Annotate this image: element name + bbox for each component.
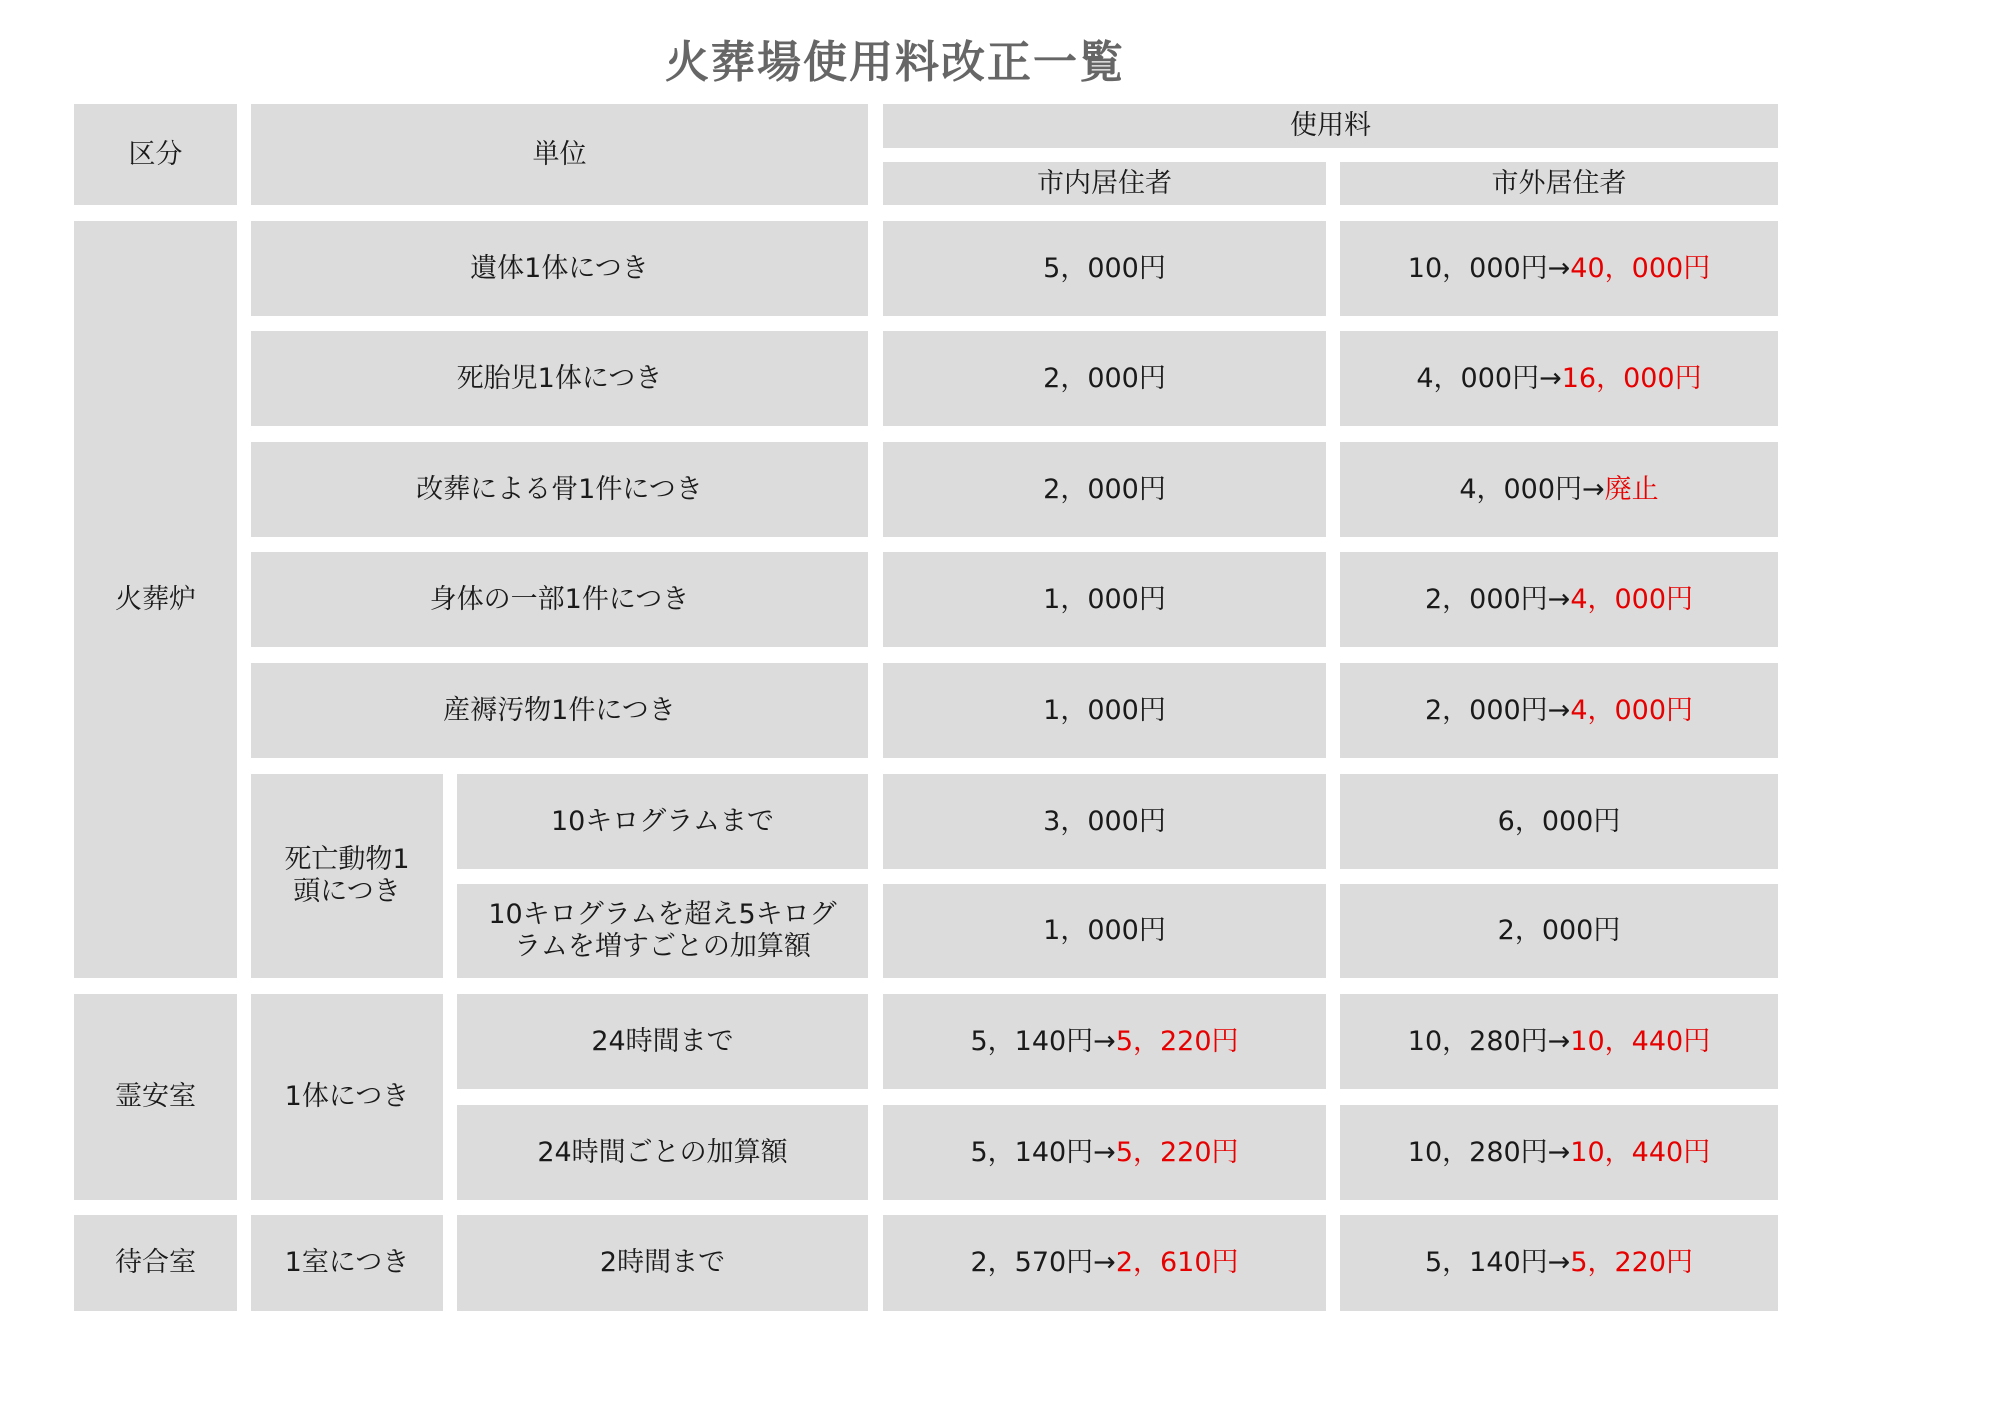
new-value: 5，220円 <box>1115 1025 1239 1057</box>
old-value: 5，140円→ <box>970 1025 1116 1057</box>
outside-fee-cell <box>1340 221 1778 316</box>
inside-fee-cell: 1，000円 <box>883 552 1326 647</box>
old-value: 4，000円→ <box>1459 473 1605 505</box>
old-value: 6，000円 <box>1497 805 1621 837</box>
header-shigai: 市外居住者 <box>1340 162 1778 205</box>
group-room1: 1室につき <box>251 1215 443 1311</box>
outside-fee-cell <box>1340 774 1778 869</box>
old-value: 2，000円→ <box>1424 583 1571 615</box>
outside-fee-cell <box>1340 884 1778 978</box>
new-value: 廃止 <box>1604 473 1659 505</box>
inside-fee-cell: 3，000円 <box>883 774 1326 869</box>
outside-fee-cell <box>1340 442 1778 537</box>
new-value: 5，220円 <box>1115 1136 1239 1168</box>
unit-cell: 産褥汚物1件につき <box>251 663 868 758</box>
new-value: 10，440円 <box>1570 1025 1711 1057</box>
outside-fee-cell <box>1340 331 1778 426</box>
new-value: 10，440円 <box>1570 1136 1711 1168</box>
header-shinai: 市内居住者 <box>883 162 1326 205</box>
outside-fee-cell <box>1340 1215 1778 1311</box>
new-value: 40，000円 <box>1570 252 1711 284</box>
group-body1: 1体につき <box>251 994 443 1200</box>
inside-fee-cell <box>883 1215 1326 1311</box>
old-value: 10，280円→ <box>1407 1136 1571 1168</box>
old-value: 2，000円 <box>1497 915 1621 946</box>
unit-cell: 遺体1体につき <box>251 221 868 316</box>
outside-fee-cell <box>1340 994 1778 1089</box>
section-reianshitsu: 霊安室 <box>74 994 237 1200</box>
unit-cell: 死胎児1体につき <box>251 331 868 426</box>
old-value: 10，280円→ <box>1407 1025 1571 1057</box>
new-value: 4，000円 <box>1570 694 1694 726</box>
section-machiaishitsu: 待合室 <box>74 1215 237 1311</box>
inside-fee-cell: 5，000円 <box>883 221 1326 316</box>
inside-fee-cell: 1，000円 <box>883 884 1326 978</box>
unit-cell: 24時間まで <box>457 994 868 1089</box>
group-animal: 死亡動物1頭につき <box>251 774 443 978</box>
inside-fee-cell: 1，000円 <box>883 663 1326 758</box>
page-title: 火葬場使用料改正一覧 <box>665 37 1125 88</box>
unit-cell: 10キログラムを超え5キログラムを増すごとの加算額 <box>457 884 868 978</box>
old-value: 5，140円→ <box>1424 1247 1571 1278</box>
old-value: 4，000円→ <box>1416 362 1562 394</box>
outside-fee-cell <box>1340 663 1778 758</box>
header-shiyoryo: 使用料 <box>883 104 1778 148</box>
outside-fee-cell <box>1340 1105 1778 1200</box>
inside-fee-cell <box>883 1105 1326 1200</box>
old-value: 10，000円→ <box>1407 252 1571 284</box>
old-value: 5，140円→ <box>970 1136 1116 1168</box>
section-kasoro: 火葬炉 <box>74 221 237 978</box>
unit-cell: 身体の一部1件につき <box>251 552 868 647</box>
unit-cell: 2時間まで <box>457 1215 868 1311</box>
inside-fee-cell <box>883 994 1326 1089</box>
outside-fee-cell <box>1340 552 1778 647</box>
new-value: 16，000円 <box>1561 362 1702 394</box>
header-kubun: 区分 <box>74 104 237 205</box>
unit-cell: 24時間ごとの加算額 <box>457 1105 868 1200</box>
new-value: 2，610円 <box>1115 1247 1239 1278</box>
header-tani: 単位 <box>251 104 868 205</box>
new-value: 5，220円 <box>1570 1247 1694 1278</box>
unit-cell: 改葬による骨1件につき <box>251 442 868 537</box>
unit-cell: 10キログラムまで <box>457 774 868 869</box>
old-value: 2，000円→ <box>1424 694 1571 726</box>
new-value: 4，000円 <box>1570 583 1694 615</box>
old-value: 2，570円→ <box>970 1247 1116 1278</box>
inside-fee-cell: 2，000円 <box>883 442 1326 537</box>
inside-fee-cell: 2，000円 <box>883 331 1326 426</box>
